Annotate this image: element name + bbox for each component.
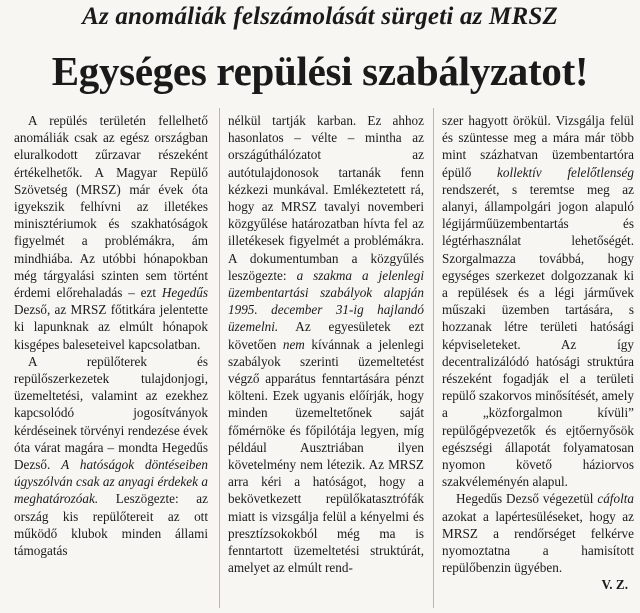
paragraph: [14, 112, 208, 353]
body-text: kívánnak a jelenlegi szabályok szerinti üzemeltetést végző apparátus fenntartására pénzt költeni. Ezek ugyanis előírják, hogy minden üzemeltetőnek saját főmérnöke és főpilótája legyen, míg például Ausztriában ilyen követelmény nem létezik. Az MRSZ arra kéri a hatóságot, hogy a bekövetkezett repülőkatasztrófák miatt is vizsgálja felül a kényelmi és presztízsokokból még ma is fenntartott üzemeltetési struktúrát, amelyet az elmúlt rend-: [228, 336, 424, 576]
emphasis-text: A hatóságok döntéseiben úgyszólván csak az anyagi érdekek a meghatározóak.: [14, 457, 208, 507]
article-column-1: [14, 112, 208, 559]
column-rule: [433, 108, 434, 608]
body-text: rendszerét, s teremtse meg az alanyi, állampolgári jogon alapuló légijárműüzembentartás és légtérhasználat lehetőségét. Szorgalmazza továbbá, hogy egységes szerkezet dolgozzanak ki a repülések és a légi járművek műszaki üzemben tartására, s hozzanak létre területi hatósági képviseleteket. Az így decentralizálódó hatósági struktúra részeként fogadják el a területi repülő szakorvos minősítését, amely a „közforgalmon kívüli” repülőgépvezetők és ejtőernyősök egészségi állapotát folyamatosan nyomon követő háziorvos szakvéleményén alapul.: [442, 181, 634, 490]
body-text: A repülés területén fellelhető anomáliák csak az egész országban eluralkodott zűrzavar részeként értékelhetők. A Magyar Repülő Szövetség (MRSZ) már évek óta igyekszik felhívni az illetékes minisztériumok és szakhatóságok figyelmét a problémákra, ám mindhiába. Az utóbbi hónapokban még tárgyalási szinten sem történt érdemi előrehaladás – ezt: [14, 113, 208, 301]
body-text: szer hagyott örökül. Vizsgálja felül és szüntesse meg a mára már több mint százhatvan üzembentartóra épülő: [442, 113, 634, 180]
body-text: Hegedűs Dezső végezetül: [456, 491, 598, 507]
emphasis-text: cáfolta: [597, 491, 634, 507]
article-headline: Egységes repülési szabályzatot!: [51, 48, 589, 94]
article-column-3: [442, 112, 634, 594]
emphasis-text: Hegedűs: [161, 285, 208, 301]
body-text: Az egyesületek ezt követően: [228, 319, 424, 352]
column-rule: [219, 108, 220, 608]
body-text: A repülőterek és repülőszerkezetek tulajdonjogi, üzemeltetési, valamint az ezekhez kapcsolódó jogosítványok kérdéseinek törvényi rendezése évek óta várat magára – mondta Hegedűs Dezső.: [14, 353, 208, 473]
paragraph: [14, 353, 208, 559]
body-text: nélkül tartják karban. Ez ahhoz hasonlatos – vélte – mintha az országúthálózatot az autótulajdonosok tartanák fenn kézkezi munkával. Emlékeztetett rá, hogy az MRSZ tavalyi novemberi közgyűlése határozatban hívta fel az illetékesek figyelmét a problémákra. A dokumentumban a közgyűlés leszögezte:: [228, 113, 424, 283]
body-text: azokat a lapértesüléseket, hogy az MRSZ a rendőrséget felkérve nyomoztatna a hamisított repülőbenzin ügyében.: [442, 508, 634, 576]
emphasis-text: a szakma a jelenlegi üzembentartási szabályok alapján 1995. december 31-ig hajlandó üzemelni.: [228, 267, 424, 335]
paragraph: [442, 490, 634, 576]
paragraph: [228, 112, 424, 576]
body-text: Leszögezte: az ország kis repülőtereit az ott működő klubok minden állami támogatás: [14, 491, 208, 559]
body-text: Dezső, az MRSZ főtitkára jelentette ki lapunknak az elmúlt hónapok kisgépes baleseteivel kapcsolatban.: [14, 302, 208, 352]
article-kicker: Az anomáliák felszámolását sürgeti az MRSZ: [82, 3, 558, 30]
emphasis-text: nem: [282, 336, 305, 352]
article-column-2: [228, 112, 424, 576]
author-signature: V. Z.: [601, 577, 628, 593]
paragraph: [442, 112, 634, 490]
emphasis-text: kollektív felelőtlenség: [497, 164, 634, 180]
